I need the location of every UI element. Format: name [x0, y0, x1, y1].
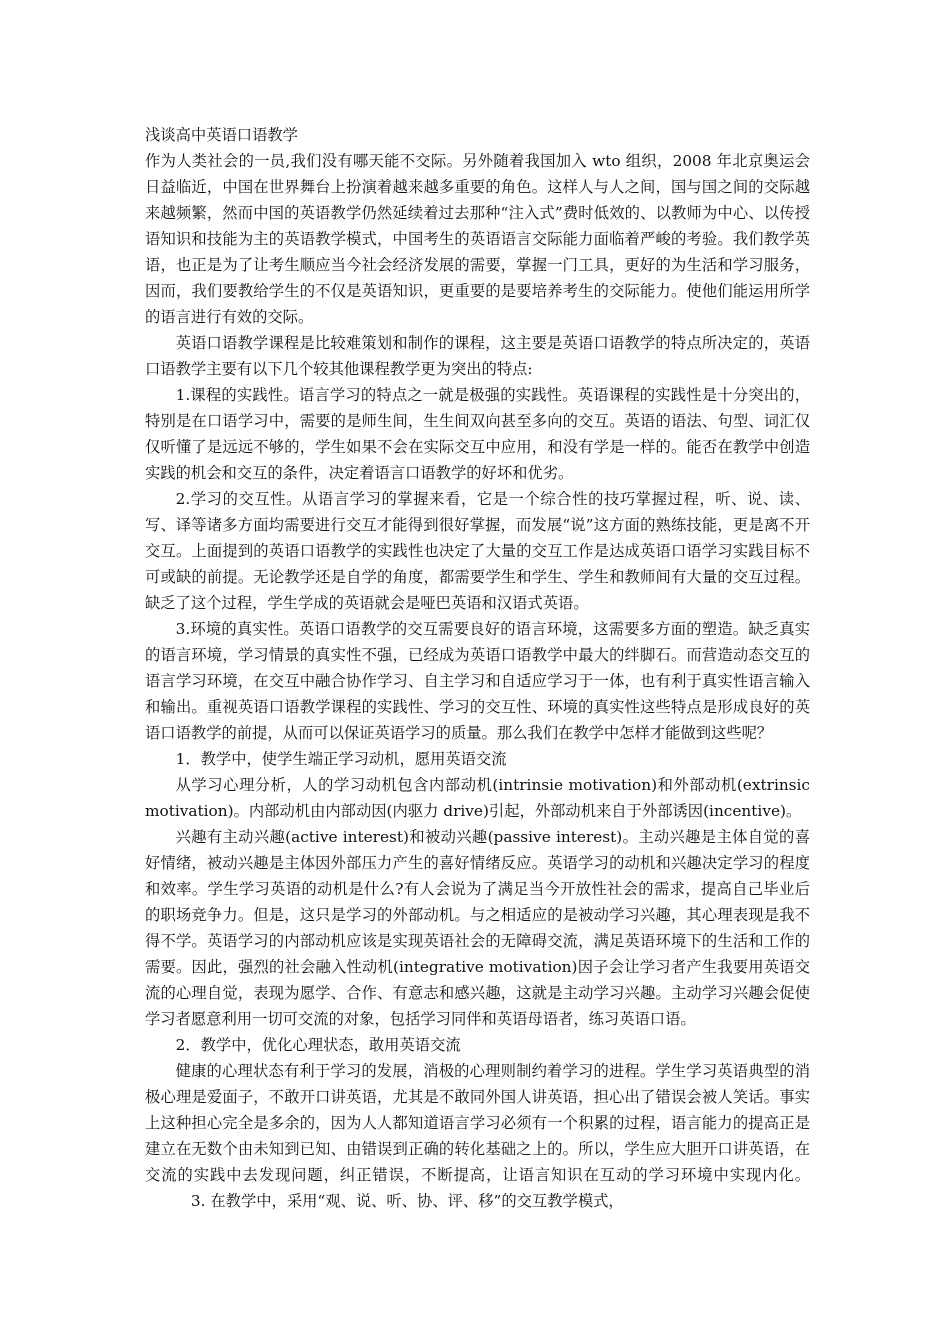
paragraph-intro: 作为人类社会的一员,我们没有哪天能不交际。另外随着我国加入 wto 组织，2008 年北京奥运会日益临近，中国在世界舞台上扮演着越来越多重要的角色。这样人与人之间，国与国之间的交际越来越频繁，然而中国的英语教学仍然延续着过去那种“注入式”费时低效的、以教师为中心、以传授语知识和技能为主的英语教学模式，中国考生的英语语言交际能力面临着严峻的考验。我们教学英语，也正是为了让考生顺应当今社会经济发展的需要，掌握一门工具，更好的为生活和学习服务，因而，我们要教给学生的不仅是英语知识，更重要的是要培养考生的交际能力。使他们能运用所学的语言进行有效的交际。 — [145, 152, 810, 326]
document-page — [145, 122, 810, 1214]
section-heading-mental-state: 2．教学中，优化心理状态，敢用英语交流 — [175, 1036, 461, 1054]
paragraph-mental-state-text: 健康的心理状态有利于学习的发展，消极的心理则制约着学习的进程。学生学习英语典型的消极心理是爱面子，不敢开口讲英语，尤其是不敢同外国人讲英语，担心出了错误会被人笑话。事实上这种担心完全是多余的，因为人人都知道语言学习必须有一个积累的过程，语言能力的提高正是建立在无数个由未知到已知、由错误到正确的转化基础之上的。所以，学生应大胆开口讲英语，在交流的实践中去发现问题，纠正错误，不断提高，让语言知识在互动的学习环境中实现内化。 — [145, 1062, 810, 1184]
paragraph-motivation: 从学习心理分析，人的学习动机包含内部动机(intrinsie motivation)和外部动机(extrinsic motivation)。内部动机由内部动因(内驱力 drive)引起，外部动机来自于外部诱因(incentive)。 — [145, 776, 810, 820]
paragraph-practicality: 1.课程的实践性。语言学习的特点之一就是极强的实践性。英语课程的实践性是十分突出的，特别是在口语学习中，需要的是师生间，生生间双向甚至多向的交互。英语的语法、句型、词汇仅仅听懂了是远远不够的，学生如果不会在实际交互中应用，和没有学是一样的。能否在教学中创造实践的机会和交互的条件，决定着语言口语教学的好坏和优劣。 — [145, 386, 810, 482]
paragraph-course-features: 英语口语教学课程是比较难策划和制作的课程，这主要是英语口语教学的特点所决定的，英语口语教学主要有以下几个较其他课程教学更为突出的特点: — [145, 334, 810, 378]
document-title: 浅谈高中英语口语教学 — [145, 126, 298, 144]
paragraph-interactivity: 2.学习的交互性。从语言学习的掌握来看，它是一个综合性的技巧掌握过程，听、说、读、写、译等诸多方面均需要进行交互才能得到很好掌握，而发展“说”这方面的熟练技能，更是离不开交互。上面提到的英语口语教学的实践性也决定了大量的交互工作是达成英语口语学习实践目标不可或缺的前提。无论教学还是自学的角度，都需要学生和学生、学生和教师间有大量的交互过程。缺乏了这个过程，学生学成的英语就会是哑巴英语和汉语式英语。 — [145, 490, 810, 612]
section-heading-motivation: 1．教学中，使学生端正学习动机，愿用英语交流 — [175, 750, 507, 768]
paragraph-authenticity: 3.环境的真实性。英语口语教学的交互需要良好的语言环境，这需要多方面的塑造。缺乏真实的语言环境，学习情景的真实性不强，已经成为英语口语教学中最大的绊脚石。而营造动态交互的语言学习环境，在交互中融合协作学习、自主学习和自适应学习于一体，也有利于真实性语言输入和输出。重视英语口语教学课程的实践性、学习的交互性、环境的真实性这些特点是形成良好的英语口语教学的前提，从而可以保证英语学习的质量。那么我们在教学中怎样才能做到这些呢？ — [145, 620, 810, 742]
paragraph-mental-state — [145, 1058, 810, 1214]
section-heading-interactive-model: 3. 在教学中，采用“观、说、听、协、评、移”的交互教学模式， — [190, 1192, 624, 1210]
paragraph-interest: 兴趣有主动兴趣(active interest)和被动兴趣(passive interest)。主动兴趣是主体自觉的喜好情绪，被动兴趣是主体因外部压力产生的喜好情绪反应。英语学习的动机和兴趣决定学习的程度和效率。学生学习英语的动机是什么?有人会说为了满足当今开放性社会的需求，提高自己毕业后的职场竞争力。但是，这只是学习的外部动机。与之相适应的是被动学习兴趣，其心理表现是我不得不学。英语学习的内部动机应该是实现英语社会的无障碍交流，满足英语环境下的生活和工作的需要。因此，强烈的社会融入性动机(integrative motivation)因子会让学习者产生我要用英语交流的心理自觉，表现为愿学、合作、有意志和感兴趣，这就是主动学习兴趣。主动学习兴趣会促使学习者愿意利用一切可交流的对象，包括学习同伴和英语母语者，练习英语口语。 — [145, 828, 810, 1028]
